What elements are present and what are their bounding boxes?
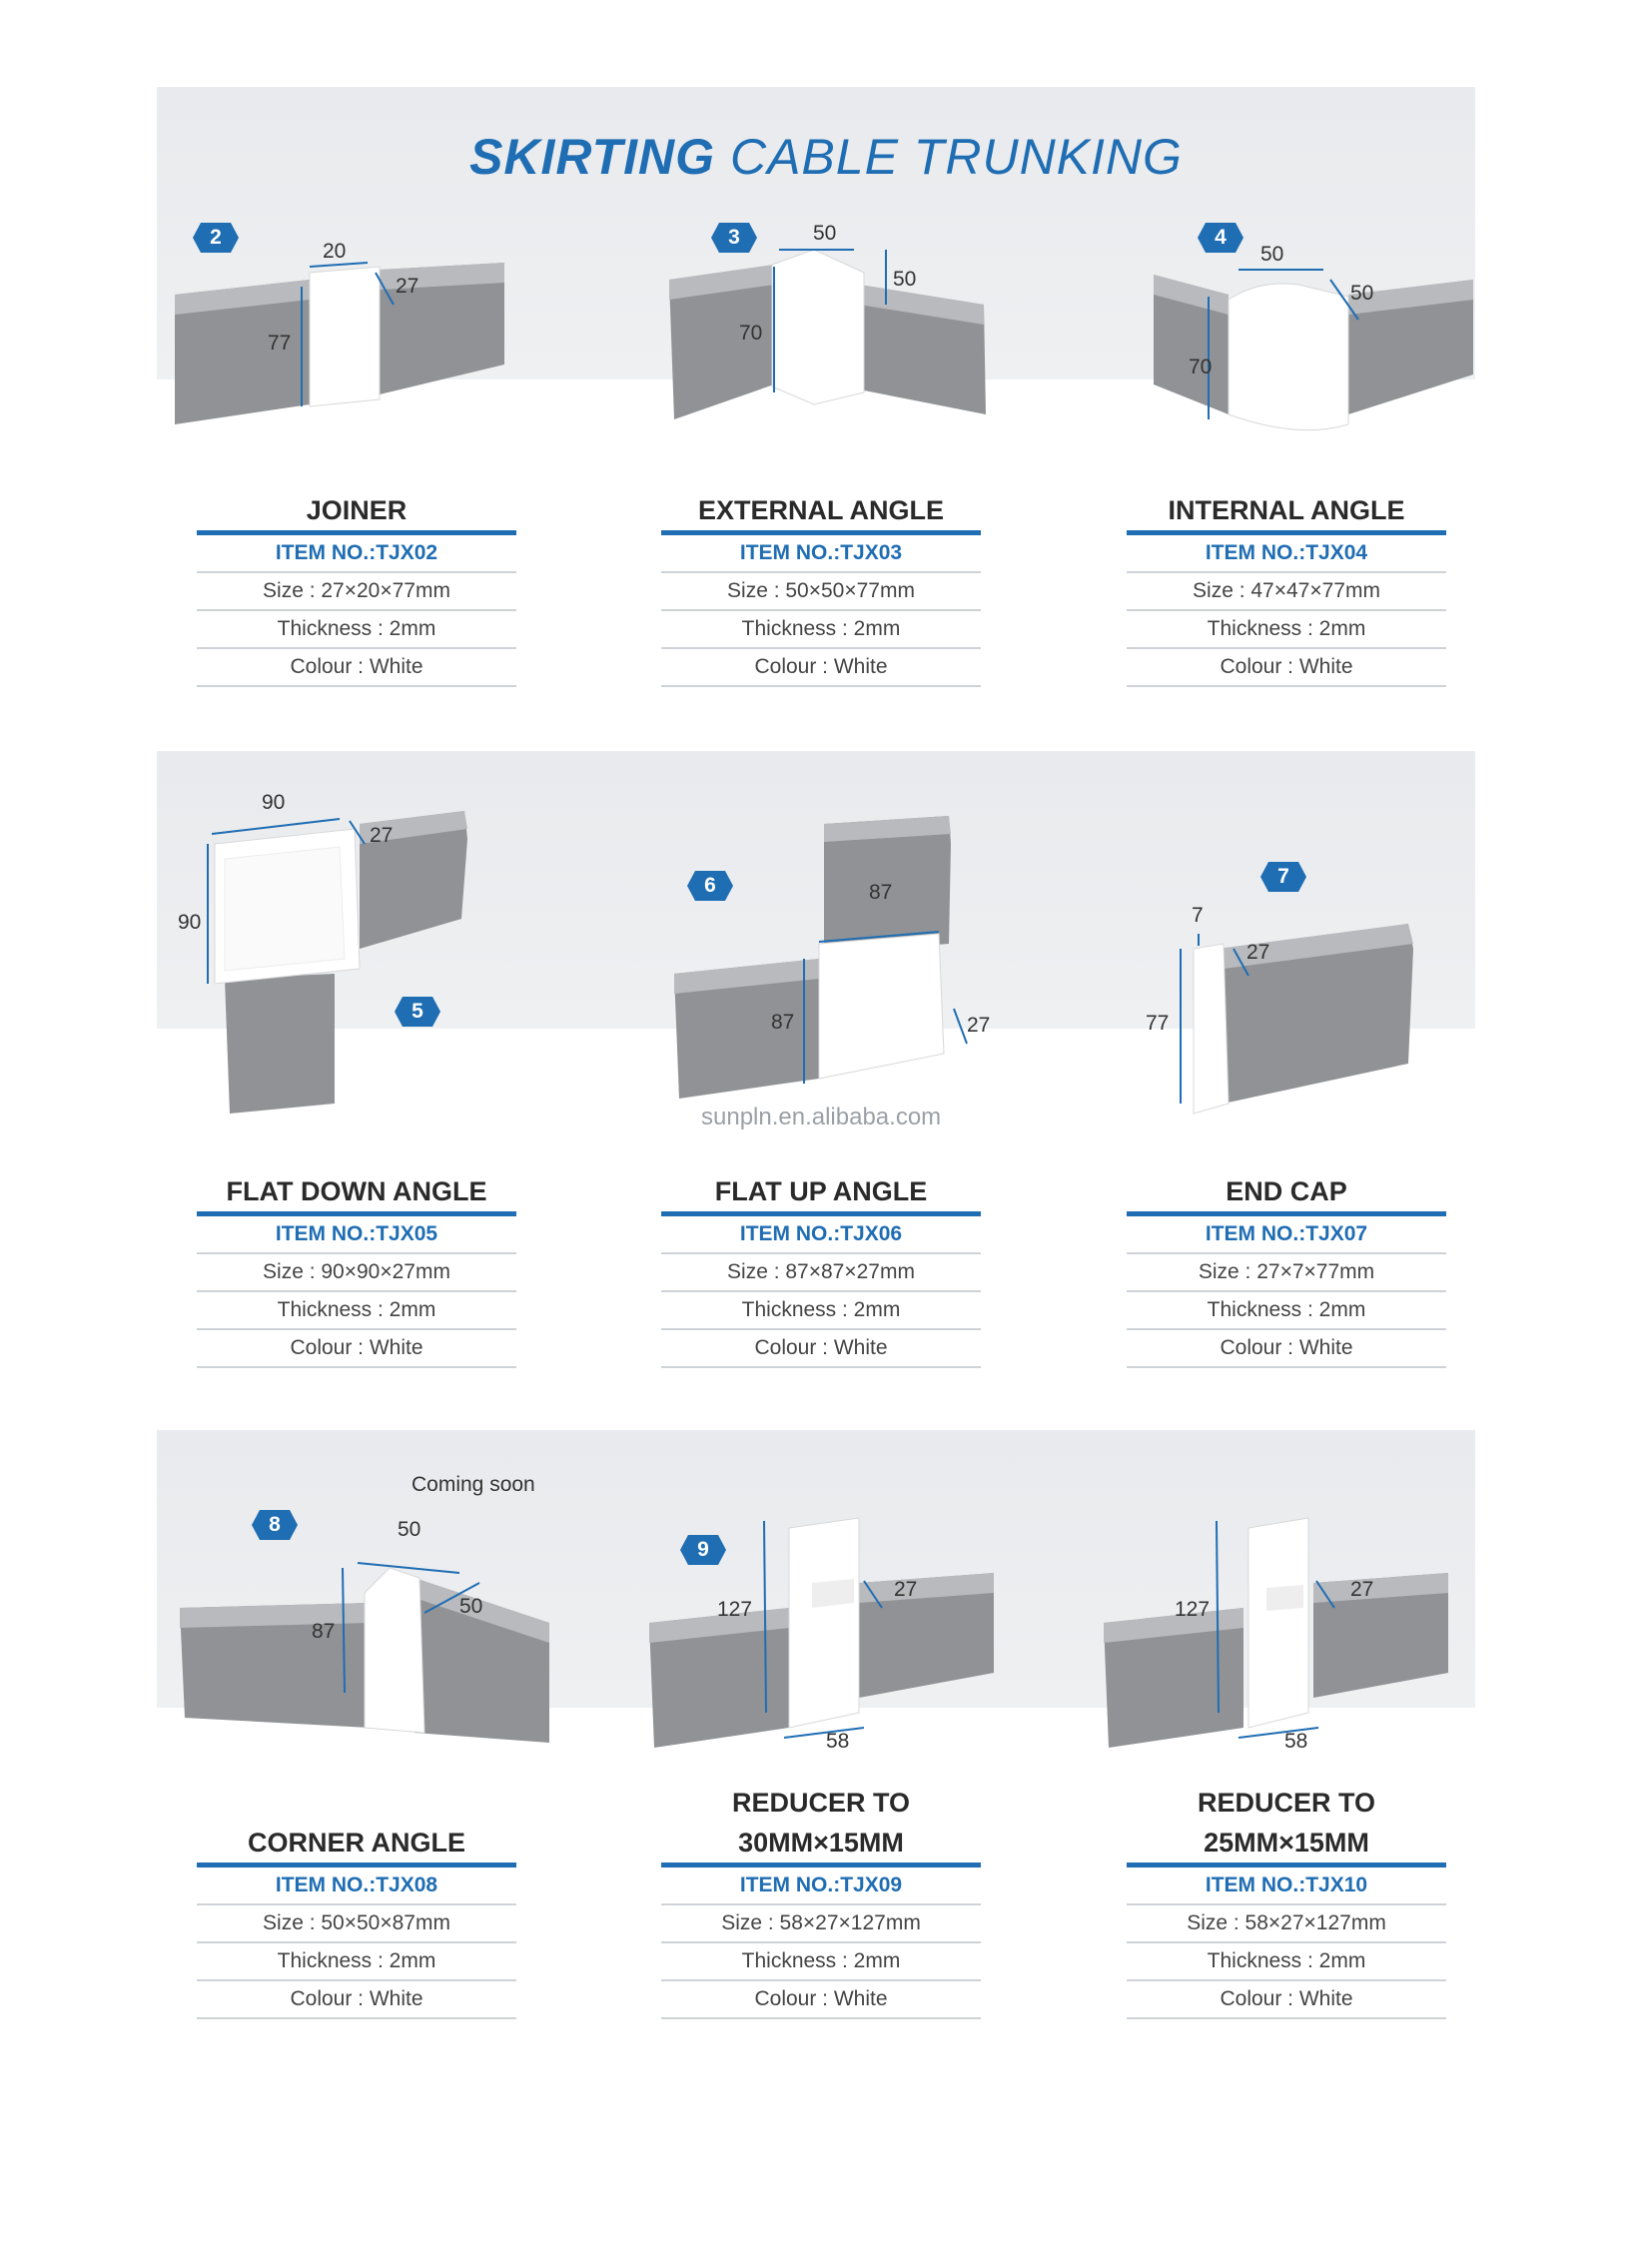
spec-table	[1127, 1211, 1446, 1368]
product-name: FLAT DOWN ANGLE	[226, 1176, 487, 1206]
spec-table	[661, 530, 981, 687]
spec-table	[197, 1211, 516, 1368]
dim-label: 27	[1246, 941, 1270, 964]
size-row: Size : 58×27×127mm	[1127, 1905, 1446, 1943]
watermark: sunpln.en.alibaba.com	[701, 1104, 942, 1130]
product-name: INTERNAL ANGLE	[1168, 495, 1405, 525]
dim-label: 50	[1350, 282, 1374, 305]
flat-up-angle-illustration	[669, 814, 969, 1114]
spec-table	[197, 530, 516, 687]
badge-number: 9	[697, 1538, 709, 1561]
item-number: ITEM NO.:TJX04	[1127, 535, 1446, 573]
thickness-row: Thickness : 2mm	[1127, 1292, 1446, 1330]
joiner-illustration	[170, 255, 509, 429]
product-card-tjx10	[1127, 1783, 1446, 2019]
colour-row: Colour : White	[197, 1330, 516, 1368]
item-number: ITEM NO.:TJX06	[661, 1216, 981, 1254]
badge-2	[193, 223, 239, 253]
dim-label: 7	[1192, 904, 1204, 927]
colour-row: Colour : White	[1127, 1330, 1446, 1368]
colour-row: Colour : White	[1127, 1981, 1446, 2019]
colour-row: Colour : White	[197, 1981, 516, 2019]
dim-label: 50	[893, 268, 917, 291]
product-card-tjx04	[1127, 490, 1446, 687]
dim-label: 20	[323, 240, 347, 263]
product-card-tjx03	[661, 490, 981, 687]
product-card-tjx02	[197, 490, 516, 687]
badge-5	[395, 997, 440, 1027]
colour-row: Colour : White	[661, 1330, 981, 1368]
internal-angle-illustration	[1149, 255, 1488, 444]
page-title	[0, 128, 1652, 186]
dim-label: 87	[771, 1011, 795, 1034]
dim-label: 58	[1284, 1730, 1308, 1753]
dim-label: 50	[459, 1595, 483, 1618]
title-rest: CABLE TRUNKING	[715, 129, 1183, 185]
thickness-row: Thickness : 2mm	[197, 1943, 516, 1981]
colour-row: Colour : White	[661, 1981, 981, 2019]
dim-label: 58	[826, 1730, 850, 1753]
size-row: Size : 50×50×87mm	[197, 1905, 516, 1943]
thickness-row: Thickness : 2mm	[661, 611, 981, 649]
dim-label: 127	[1175, 1598, 1211, 1621]
spec-table	[1127, 1863, 1446, 2019]
badge-7	[1260, 862, 1306, 892]
item-number: ITEM NO.:TJX08	[197, 1868, 516, 1905]
dim-label: 27	[894, 1578, 918, 1601]
badge-number: 5	[412, 1000, 423, 1023]
dim-label: 77	[268, 332, 292, 355]
item-number: ITEM NO.:TJX09	[661, 1868, 981, 1905]
title-bold: SKIRTING	[469, 129, 716, 185]
dim-label: 77	[1146, 1012, 1170, 1035]
item-number: ITEM NO.:TJX05	[197, 1216, 516, 1254]
product-name-line1: REDUCER TO	[731, 1788, 911, 1818]
badge-number: 6	[704, 874, 716, 897]
size-row: Size : 47×47×77mm	[1127, 573, 1446, 611]
colour-row: Colour : White	[1127, 649, 1446, 687]
dim-label: 127	[717, 1598, 753, 1621]
reducer-30x15-illustration	[644, 1513, 999, 1758]
thickness-row: Thickness : 2mm	[1127, 611, 1446, 649]
dim-label: 27	[370, 824, 394, 847]
dim-label: 90	[178, 911, 202, 934]
dim-label: 50	[1260, 243, 1284, 266]
size-row: Size : 90×90×27mm	[197, 1254, 516, 1292]
item-number: ITEM NO.:TJX10	[1127, 1868, 1446, 1905]
thickness-row: Thickness : 2mm	[661, 1292, 981, 1330]
colour-row: Colour : White	[661, 649, 981, 687]
product-name: CORNER ANGLE	[247, 1828, 465, 1858]
badge-number: 4	[1215, 226, 1227, 249]
item-number: ITEM NO.:TJX03	[661, 535, 981, 573]
product-card-tjx05	[197, 1171, 516, 1368]
thickness-row: Thickness : 2mm	[197, 611, 516, 649]
external-angle-illustration	[664, 245, 999, 434]
product-name: FLAT UP ANGLE	[714, 1176, 928, 1206]
size-row: Size : 27×20×77mm	[197, 573, 516, 611]
product-card-tjx09	[661, 1783, 981, 2019]
item-number: ITEM NO.:TJX07	[1127, 1216, 1446, 1254]
dim-label: 87	[312, 1620, 336, 1643]
size-row: Size : 50×50×77mm	[661, 573, 981, 611]
product-name: END CAP	[1226, 1176, 1347, 1206]
product-card-tjx07	[1127, 1171, 1446, 1368]
badge-number: 3	[728, 226, 740, 249]
size-row: Size : 27×7×77mm	[1127, 1254, 1446, 1292]
dim-label: 50	[813, 222, 837, 245]
spec-table	[197, 1863, 516, 2019]
size-row: Size : 58×27×127mm	[661, 1905, 981, 1943]
product-name: JOINER	[306, 495, 408, 525]
dim-label: 90	[262, 791, 286, 814]
dim-label: 87	[869, 881, 893, 904]
product-name-line1: REDUCER TO	[1197, 1788, 1376, 1818]
dim-label: 70	[1189, 356, 1213, 378]
dim-label: 27	[396, 275, 419, 298]
product-name-line2: 30MM×15MM	[738, 1828, 904, 1858]
item-number: ITEM NO.:TJX02	[197, 535, 516, 573]
product-card-tjx08	[197, 1823, 516, 2019]
badge-8	[252, 1510, 298, 1540]
badge-4	[1198, 223, 1243, 253]
thickness-row: Thickness : 2mm	[1127, 1943, 1446, 1981]
product-name-line2: 25MM×15MM	[1204, 1828, 1369, 1858]
thickness-row: Thickness : 2mm	[197, 1292, 516, 1330]
spec-table	[661, 1863, 981, 2019]
spec-table	[1127, 530, 1446, 687]
badge-number: 8	[269, 1513, 281, 1536]
product-card-tjx06	[661, 1171, 981, 1368]
badge-number: 7	[1277, 865, 1289, 888]
size-row: Size : 87×87×27mm	[661, 1254, 981, 1292]
coming-soon-note: Coming soon	[412, 1473, 535, 1496]
badge-number: 2	[210, 226, 222, 249]
colour-row: Colour : White	[197, 649, 516, 687]
reducer-25x15-illustration	[1099, 1513, 1453, 1758]
end-cap-illustration	[1169, 904, 1428, 1123]
product-name: EXTERNAL ANGLE	[697, 495, 945, 525]
corner-angle-illustration	[175, 1553, 554, 1753]
thickness-row: Thickness : 2mm	[661, 1943, 981, 1981]
dim-label: 27	[1350, 1578, 1374, 1601]
dim-label: 70	[739, 322, 763, 345]
flat-down-angle-illustration	[200, 799, 479, 1119]
dim-label: 27	[967, 1014, 991, 1037]
dim-label: 50	[398, 1518, 421, 1541]
spec-table	[661, 1211, 981, 1368]
